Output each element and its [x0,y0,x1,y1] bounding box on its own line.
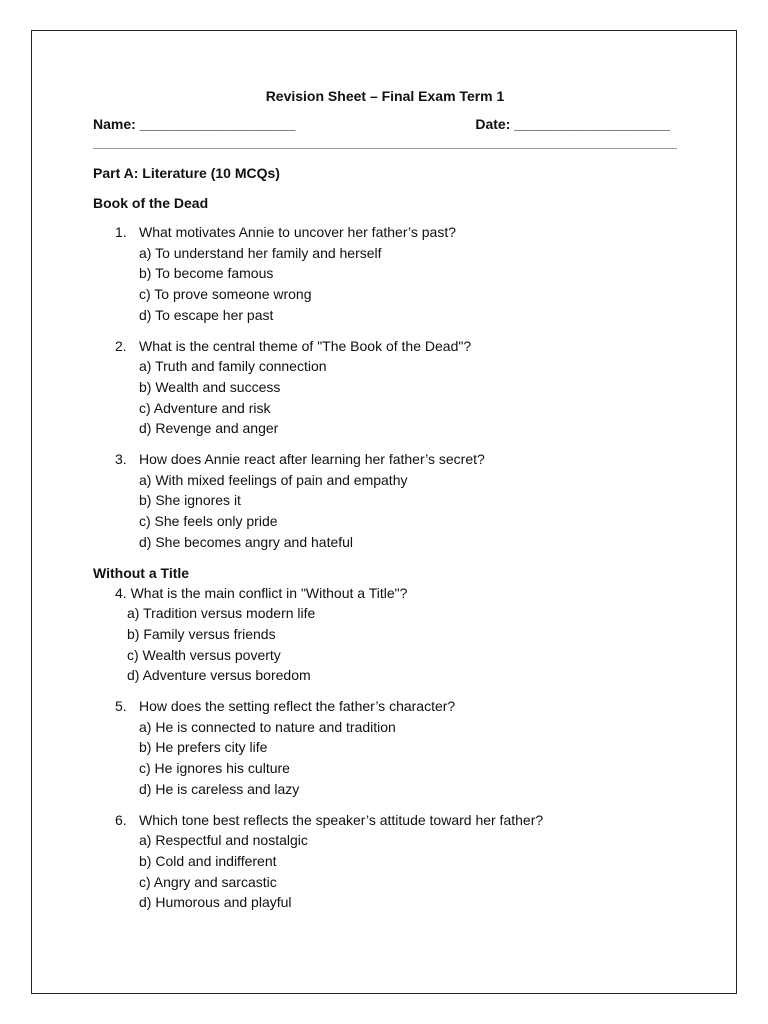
name-date-row [93,114,677,134]
question-1 [93,222,677,326]
question-5 [93,696,677,800]
answer-option: a) Tradition versus modern life [127,605,316,622]
question-3 [93,449,677,553]
answer-option: b) He prefers city life [139,739,268,756]
question-number: 5. [115,698,127,715]
answer-options [93,717,677,800]
answer-option: d) She becomes angry and hateful [139,533,354,550]
question-text: How does the setting reflect the father’s character? [139,698,456,715]
question-4 [93,583,677,687]
answer-option: c) To prove someone wrong [139,286,312,303]
answer-option: d) He is careless and lazy [139,780,300,797]
section-heading-without-a-title: Without a Title [93,564,190,581]
question-text: Which tone best reflects the speaker’s attitude toward her father? [139,811,544,828]
question-text: What is the central theme of "The Book of the Dead"? [139,337,472,354]
question-2 [93,336,677,440]
answer-options [93,603,677,686]
question-text: 4. What is the main conflict in "Without a Title"? [115,584,408,601]
question-text: How does Annie react after learning her father’s secret? [139,451,485,468]
answer-option: c) She feels only pride [139,513,278,530]
question-number: 1. [115,224,127,240]
answer-option: d) Revenge and anger [139,420,279,437]
answer-option: c) He ignores his culture [139,760,290,777]
answer-options [93,470,677,553]
answer-option: c) Wealth versus poverty [127,646,281,663]
answer-option: d) Adventure versus boredom [127,667,311,684]
question-number: 2. [115,337,127,354]
question-text: What motivates Annie to uncover her father’s past? [139,224,456,240]
answer-option: b) Cold and indifferent [139,852,277,869]
document-content [93,86,677,923]
answer-option: b) Wealth and success [139,378,281,395]
answer-option: a) He is connected to nature and tradition [139,718,396,735]
horizontal-divider [93,148,677,149]
answer-option: c) Angry and sarcastic [139,873,277,890]
question-number: 6. [115,811,127,828]
answer-option: a) To understand her family and herself [139,244,382,261]
answer-option: d) Humorous and playful [139,894,292,911]
answer-options [93,830,677,913]
answer-option: c) Adventure and risk [139,399,271,416]
section-heading-book-of-the-dead: Book of the Dead [93,195,209,211]
answer-option: b) To become famous [139,265,274,282]
part-a-heading: Part A: Literature (10 MCQs) [93,165,280,181]
page-title: Revision Sheet – Final Exam Term 1 [265,88,505,104]
answer-option: d) To escape her past [139,306,274,323]
answer-option: a) With mixed feelings of pain and empathy [139,471,408,488]
answer-option: b) She ignores it [139,492,241,509]
answer-option: a) Respectful and nostalgic [139,832,308,849]
question-number: 3. [115,451,127,468]
answer-option: b) Family versus friends [127,625,276,642]
answer-options [93,356,677,439]
answer-options [93,243,677,326]
name-field: Name: ____________________ [93,116,296,132]
question-6 [93,810,677,914]
answer-option: a) Truth and family connection [139,358,327,375]
date-field: Date: ____________________ [475,116,670,132]
